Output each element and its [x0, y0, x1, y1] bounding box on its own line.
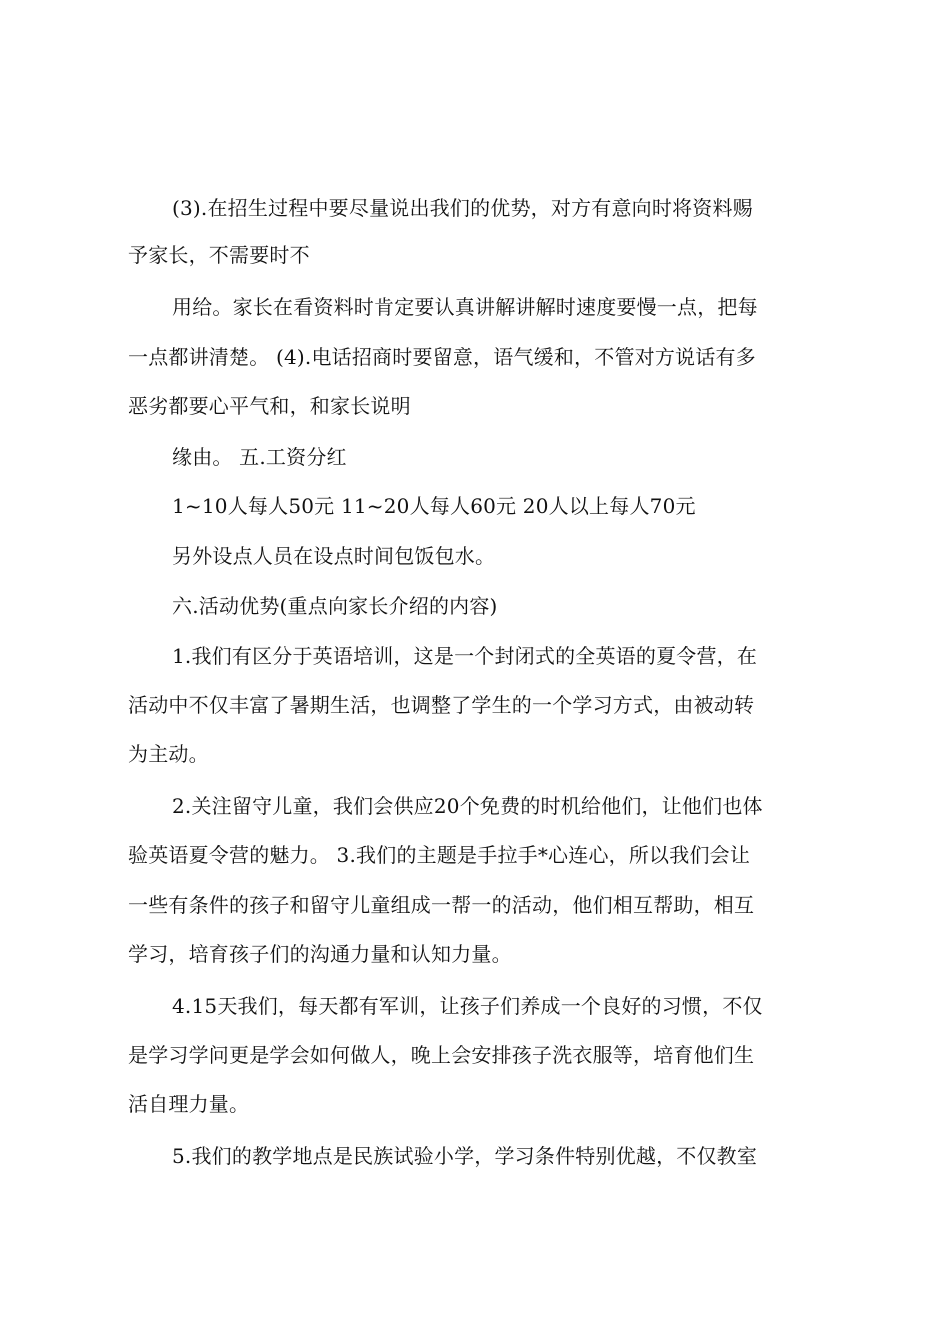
text-line: 用给。家长在看资料时肯定要认真讲解讲解时速度要慢一点，把每 — [172, 295, 758, 319]
text-line: 缘由。 五.工资分红 — [172, 445, 347, 469]
text-line: 4.15天我们，每天都有军训，让孩子们养成一个良好的习惯，不仅 — [172, 994, 763, 1018]
text-line: 5.我们的教学地点是民族试验小学，学习条件特别优越，不仅教室 — [172, 1144, 758, 1168]
text-line: 予家长，不需要时不 — [128, 243, 310, 267]
text-line: 为主动。 — [128, 742, 209, 766]
text-line: 是学习学问更是学会如何做人，晚上会安排孩子洗衣服等，培育他们生 — [128, 1043, 755, 1067]
text-line: 1~10人每人50元 11~20人每人60元 20人以上每人70元 — [172, 494, 696, 518]
text-line: 六.活动优势(重点向家长介绍的内容) — [172, 594, 498, 618]
text-line: 恶劣都要心平气和，和家长说明 — [128, 394, 411, 418]
text-line: 1.我们有区分于英语培训，这是一个封闭式的全英语的夏令营，在 — [172, 644, 758, 668]
text-line: (3).在招生过程中要尽量说出我们的优势，对方有意向时将资料赐 — [172, 196, 753, 220]
text-line: 活自理力量。 — [128, 1092, 250, 1116]
text-line: 另外设点人员在设点时间包饭包水。 — [172, 544, 496, 568]
text-line: 2.关注留守儿童，我们会供应20个免费的时机给他们，让他们也体 — [172, 794, 763, 818]
text-line: 验英语夏令营的魅力。 3.我们的主题是手拉手*心连心，所以我们会让 — [128, 843, 751, 867]
text-line: 一些有条件的孩子和留守儿童组成一帮一的活动，他们相互帮助，相互 — [128, 893, 755, 917]
text-line: 学习，培育孩子们的沟通力量和认知力量。 — [128, 942, 512, 966]
text-line: 一点都讲清楚。 (4).电话招商时要留意，语气缓和，不管对方说话有多 — [128, 345, 756, 369]
text-line: 活动中不仅丰富了暑期生活，也调整了学生的一个学习方式，由被动转 — [128, 693, 755, 717]
